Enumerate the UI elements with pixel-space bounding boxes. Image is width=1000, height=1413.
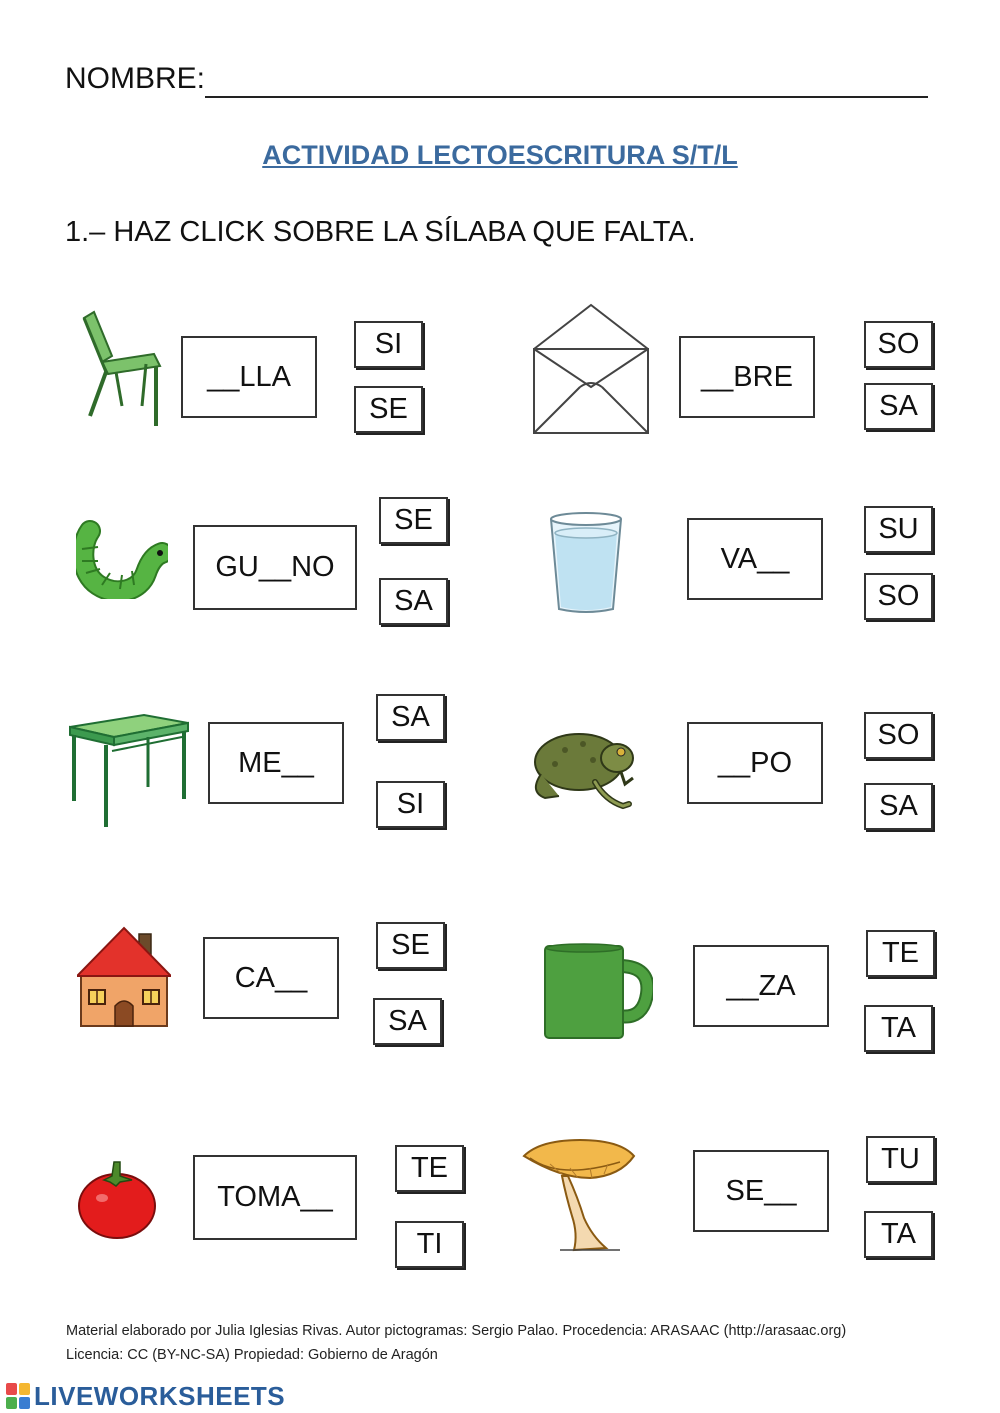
- syllable-option-button[interactable]: SA: [864, 383, 933, 430]
- brand-name: LIVEWORKSHEETS: [34, 1380, 286, 1411]
- envelope-icon: [530, 303, 652, 435]
- syllable-option-button[interactable]: SO: [864, 712, 933, 759]
- syllable-option-button[interactable]: SE: [354, 386, 423, 433]
- toad-icon: [525, 722, 639, 812]
- syllable-option-button[interactable]: SI: [354, 321, 423, 368]
- syllable-option-button[interactable]: TA: [864, 1211, 933, 1258]
- syllable-option-button[interactable]: TI: [395, 1221, 464, 1268]
- tomato-icon: [76, 1158, 158, 1240]
- word-box: __LLA: [181, 336, 317, 418]
- brand-logo[interactable]: [6, 1381, 285, 1411]
- worm-icon: [76, 515, 168, 599]
- word-box: VA__: [687, 518, 823, 600]
- word-box: GU__NO: [193, 525, 357, 610]
- house-icon: [77, 926, 171, 1028]
- syllable-option-button[interactable]: SA: [376, 694, 445, 741]
- table-icon: [66, 713, 192, 831]
- word-box: __BRE: [679, 336, 815, 418]
- syllable-option-button[interactable]: SE: [376, 922, 445, 969]
- mushroom-icon: [520, 1136, 638, 1256]
- chair-icon: [76, 310, 166, 430]
- word-box: SE__: [693, 1150, 829, 1232]
- syllable-option-button[interactable]: SO: [864, 573, 933, 620]
- word-box: TOMA__: [193, 1155, 357, 1240]
- syllable-option-button[interactable]: TE: [866, 930, 935, 977]
- syllable-option-button[interactable]: TE: [395, 1145, 464, 1192]
- name-field-line[interactable]: [205, 96, 928, 98]
- syllable-option-button[interactable]: SA: [379, 578, 448, 625]
- syllable-option-button[interactable]: SU: [864, 506, 933, 553]
- word-box: CA__: [203, 937, 339, 1019]
- license-line: Licencia: CC (BY-NC-SA) Propiedad: Gobierno de Aragón: [66, 1347, 438, 1363]
- mug-icon: [541, 940, 653, 1040]
- syllable-option-button[interactable]: SI: [376, 781, 445, 828]
- credits-line: Material elaborado por Julia Iglesias Rivas. Autor pictogramas: Sergio Palao. Procedencia: ARASAAC (http://arasaac.org): [66, 1323, 847, 1339]
- name-label: NOMBRE:: [65, 62, 206, 95]
- syllable-option-button[interactable]: SA: [373, 998, 442, 1045]
- instruction-text: 1.– HAZ CLICK SOBRE LA SÍLABA QUE FALTA.: [65, 216, 696, 248]
- syllable-option-button[interactable]: SE: [379, 497, 448, 544]
- syllable-option-button[interactable]: TA: [864, 1005, 933, 1052]
- syllable-option-button[interactable]: SA: [864, 783, 933, 830]
- syllable-option-button[interactable]: TU: [866, 1136, 935, 1183]
- word-box: __PO: [687, 722, 823, 804]
- page-title: ACTIVIDAD LECTOESCRITURA S/T/L: [262, 140, 738, 170]
- liveworksheets-logo-icon: [6, 1383, 30, 1409]
- glass-icon: [547, 511, 625, 615]
- word-box: ME__: [208, 722, 344, 804]
- syllable-option-button[interactable]: SO: [864, 321, 933, 368]
- word-box: __ZA: [693, 945, 829, 1027]
